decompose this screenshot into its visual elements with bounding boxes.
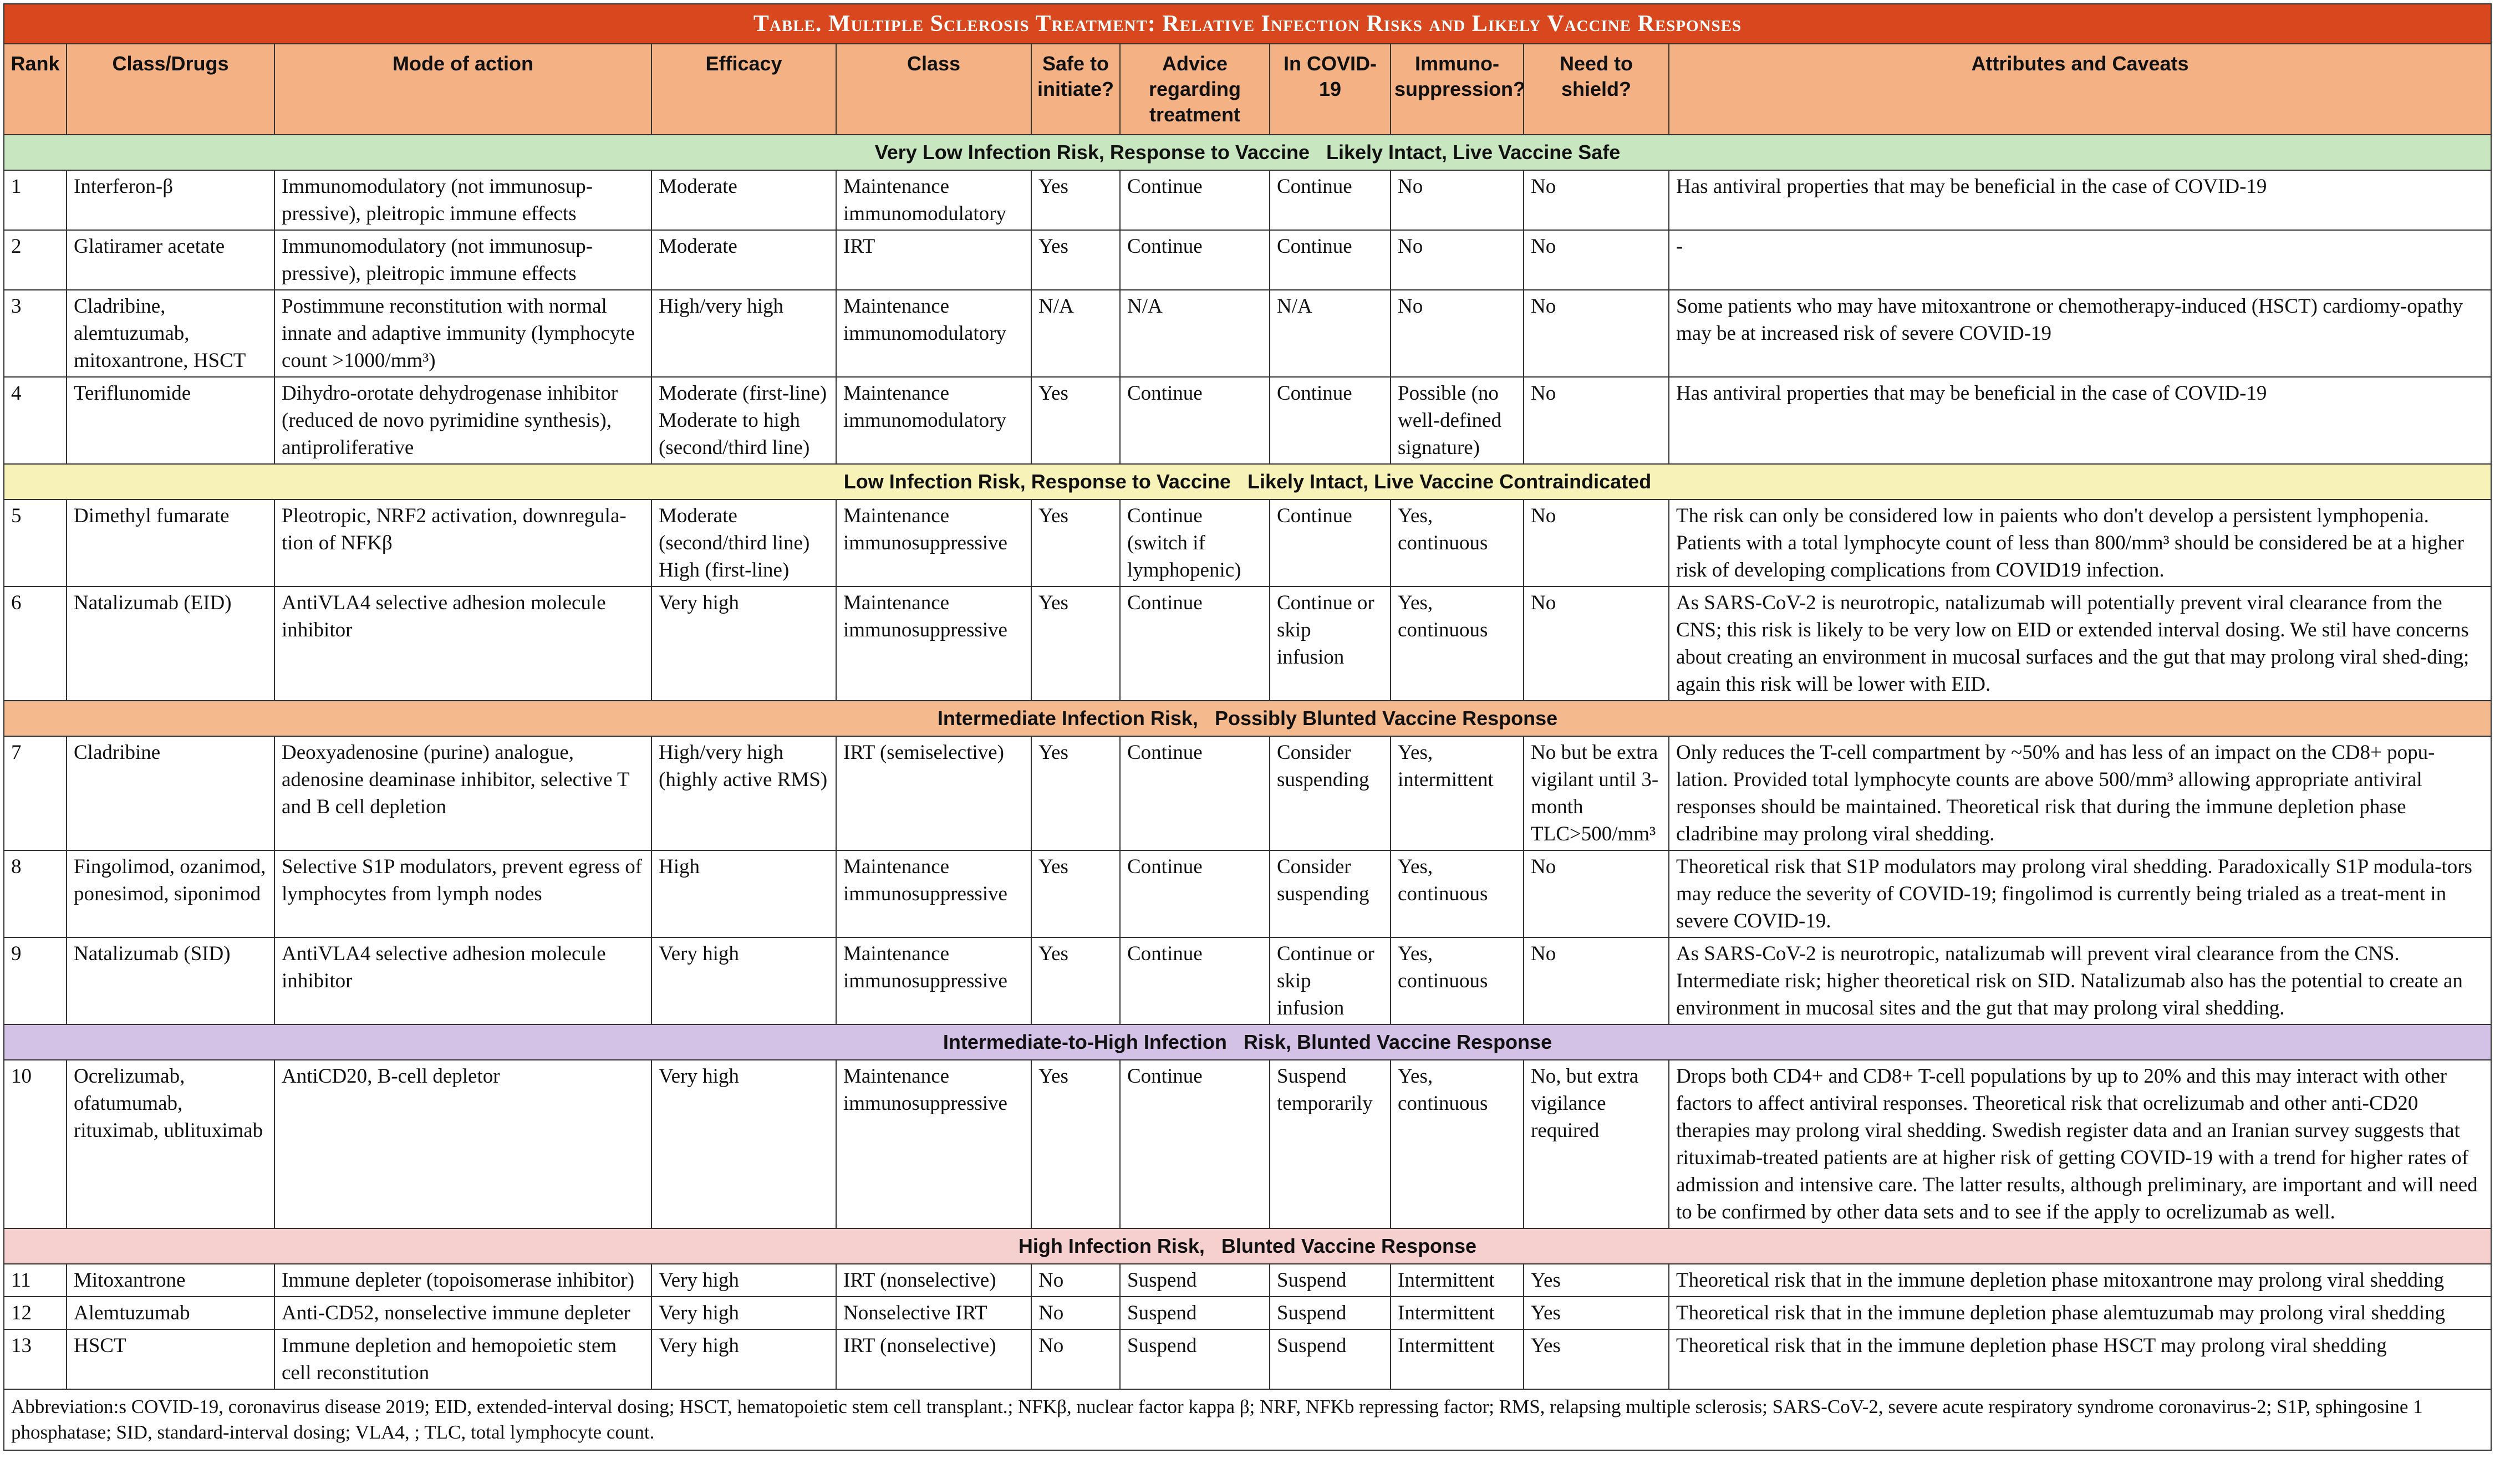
cell-need-to-shield: No (1524, 850, 1669, 937)
cell-immunosuppression: Intermittent (1391, 1264, 1524, 1297)
cell-immunosuppression: No (1391, 230, 1524, 290)
cell-safe-to-initiate: Yes (1031, 170, 1120, 230)
cell-in-covid: N/A (1270, 290, 1391, 377)
table-row (4, 850, 2491, 937)
cell-in-covid: Continue (1270, 170, 1391, 230)
cell-efficacy: High (651, 850, 836, 937)
table-row (4, 377, 2491, 464)
cell-class: Maintenance immunosuppressive (836, 499, 1031, 587)
header-row (4, 44, 2491, 135)
cell-need-to-shield: Yes (1524, 1297, 1669, 1329)
cell-advice: Continue (1120, 587, 1270, 701)
table-row (4, 499, 2491, 587)
cell-class-drugs: Cladribine (67, 736, 274, 850)
cell-safe-to-initiate: Yes (1031, 499, 1120, 587)
cell-efficacy: Very high (651, 1329, 836, 1389)
cell-class: Maintenance immunomodulatory (836, 290, 1031, 377)
cell-in-covid: Continue (1270, 377, 1391, 464)
cell-efficacy: Very high (651, 1060, 836, 1228)
cell-safe-to-initiate: Yes (1031, 1060, 1120, 1228)
header-efficacy: Efficacy (651, 44, 836, 135)
table-row (4, 1297, 2491, 1329)
cell-mode-of-action: Dihydro-orotate dehydrogenase inhibitor (reduced de novo pyrimidine synthesis), antiproliferative (274, 377, 651, 464)
cell-attributes-caveats: Some patients who may have mitoxantrone or chemotherapy-induced (HSCT) cardiomy-opathy may be at increased risk of severe COVID-19 (1669, 290, 2491, 377)
cell-class: Maintenance immunomodulatory (836, 377, 1031, 464)
table-row (4, 736, 2491, 850)
cell-advice: Continue (1120, 230, 1270, 290)
section-row (4, 135, 2491, 170)
cell-need-to-shield: No, but extra vigilance required (1524, 1060, 1669, 1228)
cell-rank: 12 (4, 1297, 67, 1329)
cell-attributes-caveats: As SARS-CoV-2 is neurotropic, natalizumab will prevent viral clearance from the CNS. Intermediate risk; higher theoretical risk on SID. Natalizumab also has the potential to create an environment in mucosal sites and the gut that may prolong viral shedding. (1669, 937, 2491, 1024)
cell-safe-to-initiate: Yes (1031, 736, 1120, 850)
cell-efficacy: Very high (651, 1297, 836, 1329)
cell-immunosuppression: Intermittent (1391, 1329, 1524, 1389)
cell-immunosuppression: Yes, continuous (1391, 850, 1524, 937)
cell-rank: 5 (4, 499, 67, 587)
cell-class: IRT (nonselective) (836, 1264, 1031, 1297)
cell-safe-to-initiate: N/A (1031, 290, 1120, 377)
cell-in-covid: Continue or skip infusion (1270, 587, 1391, 701)
header-class: Class (836, 44, 1031, 135)
cell-advice: N/A (1120, 290, 1270, 377)
header-mode-of-action: Mode of action (274, 44, 651, 135)
cell-advice: Suspend (1120, 1264, 1270, 1297)
cell-need-to-shield: No (1524, 290, 1669, 377)
cell-rank: 6 (4, 587, 67, 701)
cell-class: Maintenance immunosuppressive (836, 850, 1031, 937)
cell-attributes-caveats: Theoretical risk that in the immune depletion phase HSCT may prolong viral shedding (1669, 1329, 2491, 1389)
header-need-to-shield: Need to shield? (1524, 44, 1669, 135)
cell-efficacy: High/very high (651, 290, 836, 377)
section-row (4, 1024, 2491, 1060)
cell-attributes-caveats: Only reduces the T-cell compartment by ~50% and has less of an impact on the CD8+ popu-lation. Provided total lymphocyte counts are above 500/mm³ allowing appropriate antiviral responses should be maintained. Theoretical risk that during the immune depletion phase cladribine may prolong viral shedding. (1669, 736, 2491, 850)
cell-advice: Continue (1120, 377, 1270, 464)
cell-mode-of-action: AntiVLA4 selective adhesion molecule inhibitor (274, 937, 651, 1024)
cell-class: IRT (semiselective) (836, 736, 1031, 850)
cell-mode-of-action: Pleotropic, NRF2 activation, downregula-tion of NFKβ (274, 499, 651, 587)
cell-immunosuppression: No (1391, 290, 1524, 377)
cell-efficacy: Very high (651, 937, 836, 1024)
header-advice: Advice regarding treatment (1120, 44, 1270, 135)
cell-attributes-caveats: Drops both CD4+ and CD8+ T-cell populations by up to 20% and this may interact with other factors to affect antiviral responses. Theoretical risk that ocrelizumab and other anti-CD20 therapies may prolong viral shedding. Swedish register data and an Iranian survey suggests that rituximab-treated patients are at higher risk of getting COVID-19 with a trend for higher rates of admission and intensive care. The latter results, although preliminary, are important and will need to be confirmed by other data sets and to see if the apply to ocrelizumab as well. (1669, 1060, 2491, 1228)
cell-safe-to-initiate: No (1031, 1264, 1120, 1297)
cell-class-drugs: Alemtuzumab (67, 1297, 274, 1329)
cell-efficacy: Moderate (first-line) Moderate to high (second/third line) (651, 377, 836, 464)
section-row (4, 464, 2491, 499)
cell-class-drugs: Interferon-β (67, 170, 274, 230)
cell-immunosuppression: Intermittent (1391, 1297, 1524, 1329)
cell-need-to-shield: No but be extra vigilant until 3-month TLC>500/mm³ (1524, 736, 1669, 850)
cell-in-covid: Continue (1270, 230, 1391, 290)
cell-need-to-shield: No (1524, 377, 1669, 464)
header-in-covid: In COVID-19 (1270, 44, 1391, 135)
cell-safe-to-initiate: Yes (1031, 230, 1120, 290)
cell-safe-to-initiate: Yes (1031, 377, 1120, 464)
cell-mode-of-action: AntiCD20, B-cell depletor (274, 1060, 651, 1228)
cell-class: IRT (nonselective) (836, 1329, 1031, 1389)
cell-need-to-shield: No (1524, 499, 1669, 587)
cell-advice: Suspend (1120, 1297, 1270, 1329)
cell-in-covid: Consider suspending (1270, 850, 1391, 937)
cell-attributes-caveats: Has antiviral properties that may be beneficial in the case of COVID-19 (1669, 170, 2491, 230)
cell-advice: Continue (1120, 937, 1270, 1024)
table-row (4, 170, 2491, 230)
cell-mode-of-action: Immune depletion and hemopoietic stem cell reconstitution (274, 1329, 651, 1389)
cell-attributes-caveats: Theoretical risk that in the immune depletion phase mitoxantrone may prolong viral shedding (1669, 1264, 2491, 1297)
section-label: Low Infection Risk, Response to Vaccine Likely Intact, Live Vaccine Contraindicated (4, 464, 2491, 499)
cell-attributes-caveats: Has antiviral properties that may be beneficial in the case of COVID-19 (1669, 377, 2491, 464)
section-label: Intermediate Infection Risk, Possibly Blunted Vaccine Response (4, 701, 2491, 736)
footnote-row (4, 1389, 2491, 1450)
cell-class-drugs: Mitoxantrone (67, 1264, 274, 1297)
cell-immunosuppression: Yes, intermittent (1391, 736, 1524, 850)
cell-in-covid: Suspend (1270, 1329, 1391, 1389)
cell-advice: Suspend (1120, 1329, 1270, 1389)
cell-rank: 11 (4, 1264, 67, 1297)
cell-mode-of-action: Selective S1P modulators, prevent egress of lymphocytes from lymph nodes (274, 850, 651, 937)
cell-need-to-shield: Yes (1524, 1264, 1669, 1297)
header-attributes-caveats: Attributes and Caveats (1669, 44, 2491, 135)
cell-class-drugs: HSCT (67, 1329, 274, 1389)
cell-class: IRT (836, 230, 1031, 290)
cell-need-to-shield: No (1524, 937, 1669, 1024)
cell-class-drugs: Ocrelizumab, ofatumumab, rituximab, ublituximab (67, 1060, 274, 1228)
header-rank: Rank (4, 44, 67, 135)
section-row (4, 701, 2491, 736)
cell-attributes-caveats: As SARS-CoV-2 is neurotropic, natalizumab will potentially prevent viral clearance from the CNS; this risk is likely to be very low on EID or extended interval dosing. We stil have concerns about creating an environment in mucosal surfaces and the gut that may prolong viral shed-ding; again this risk will be lower with EID. (1669, 587, 2491, 701)
cell-class: Maintenance immunomodulatory (836, 170, 1031, 230)
cell-safe-to-initiate: Yes (1031, 850, 1120, 937)
cell-need-to-shield: Yes (1524, 1329, 1669, 1389)
table-row (4, 937, 2491, 1024)
section-row (4, 1228, 2491, 1264)
cell-mode-of-action: AntiVLA4 selective adhesion molecule inhibitor (274, 587, 651, 701)
cell-class-drugs: Natalizumab (SID) (67, 937, 274, 1024)
cell-class-drugs: Natalizumab (EID) (67, 587, 274, 701)
table-row (4, 587, 2491, 701)
cell-advice: Continue (1120, 170, 1270, 230)
section-label: High Infection Risk, Blunted Vaccine Response (4, 1228, 2491, 1264)
cell-mode-of-action: Immune depleter (topoisomerase inhibitor) (274, 1264, 651, 1297)
section-label: Intermediate-to-High Infection Risk, Blunted Vaccine Response (4, 1024, 2491, 1060)
cell-immunosuppression: Yes, continuous (1391, 937, 1524, 1024)
cell-immunosuppression: No (1391, 170, 1524, 230)
cell-class: Maintenance immunosuppressive (836, 587, 1031, 701)
footnote: Abbreviation:s COVID-19, coronavirus disease 2019; EID, extended-interval dosing; HSCT, hematopoietic stem cell transplant.; NFKβ, nuclear factor kappa β; NRF, NFKb repressing factor; RMS, relapsing multiple sclerosis; SARS-CoV-2, severe acute respiratory syndrome coronavirus-2; S1P, sphingosine 1 phosphatase; SID, standard-interval dosing; VLA4, ; TLC, total lymphocyte count. (4, 1389, 2491, 1450)
cell-in-covid: Consider suspending (1270, 736, 1391, 850)
cell-attributes-caveats: Theoretical risk that S1P modulators may prolong viral shedding. Paradoxically S1P modula-tors may reduce the severity of COVID-19; fingolimod is currently being trialed as a treat-ment in severe COVID-19. (1669, 850, 2491, 937)
table-row (4, 1264, 2491, 1297)
cell-in-covid: Continue or skip infusion (1270, 937, 1391, 1024)
cell-efficacy: Very high (651, 587, 836, 701)
cell-class-drugs: Fingolimod, ozanimod, ponesimod, siponimod (67, 850, 274, 937)
cell-advice: Continue (1120, 1060, 1270, 1228)
cell-safe-to-initiate: Yes (1031, 937, 1120, 1024)
cell-class-drugs: Glatiramer acetate (67, 230, 274, 290)
cell-safe-to-initiate: Yes (1031, 587, 1120, 701)
section-label: Very Low Infection Risk, Response to Vaccine Likely Intact, Live Vaccine Safe (4, 135, 2491, 170)
cell-class: Maintenance immunosuppressive (836, 937, 1031, 1024)
cell-class: Maintenance immunosuppressive (836, 1060, 1031, 1228)
cell-efficacy: Very high (651, 1264, 836, 1297)
header-safe-to-initiate: Safe to initiate? (1031, 44, 1120, 135)
cell-class-drugs: Cladribine, alemtuzumab, mitoxantrone, HSCT (67, 290, 274, 377)
cell-mode-of-action: Postimmune reconstitution with normal innate and adaptive immunity (lymphocyte count >1000/mm³) (274, 290, 651, 377)
cell-efficacy: Moderate (651, 230, 836, 290)
cell-attributes-caveats: Theoretical risk that in the immune depletion phase alemtuzumab may prolong viral shedding (1669, 1297, 2491, 1329)
cell-efficacy: High/very high (highly active RMS) (651, 736, 836, 850)
cell-need-to-shield: No (1524, 230, 1669, 290)
cell-mode-of-action: Immunomodulatory (not immunosup-pressive), pleitropic immune effects (274, 230, 651, 290)
table-row (4, 230, 2491, 290)
cell-rank: 13 (4, 1329, 67, 1389)
cell-rank: 3 (4, 290, 67, 377)
cell-safe-to-initiate: No (1031, 1329, 1120, 1389)
table-row (4, 1060, 2491, 1228)
cell-in-covid: Suspend (1270, 1264, 1391, 1297)
cell-in-covid: Suspend temporarily (1270, 1060, 1391, 1228)
cell-immunosuppression: Yes, continuous (1391, 499, 1524, 587)
cell-efficacy: Moderate (651, 170, 836, 230)
cell-advice: Continue (1120, 850, 1270, 937)
table-title: Table. Multiple Sclerosis Treatment: Relative Infection Risks and Likely Vaccine Responses (4, 4, 2491, 44)
cell-need-to-shield: No (1524, 587, 1669, 701)
table-row (4, 290, 2491, 377)
header-immunosuppression: Immuno-suppression? (1391, 44, 1524, 135)
cell-mode-of-action: Immunomodulatory (not immunosup-pressive), pleitropic immune effects (274, 170, 651, 230)
cell-immunosuppression: Yes, continuous (1391, 1060, 1524, 1228)
cell-rank: 2 (4, 230, 67, 290)
cell-rank: 8 (4, 850, 67, 937)
cell-efficacy: Moderate (second/third line) High (first-line) (651, 499, 836, 587)
table-row (4, 1329, 2491, 1389)
cell-mode-of-action: Anti-CD52, nonselective immune depleter (274, 1297, 651, 1329)
ms-treatment-table (3, 3, 2492, 1451)
cell-attributes-caveats: The risk can only be considered low in paients who don't develop a persistent lymphopenia. Patients with a total lymphocyte count of less than 800/mm³ should be considered be at a higher risk of developing complications from COVID19 infection. (1669, 499, 2491, 587)
cell-rank: 10 (4, 1060, 67, 1228)
cell-rank: 7 (4, 736, 67, 850)
header-class-drugs: Class/Drugs (67, 44, 274, 135)
cell-safe-to-initiate: No (1031, 1297, 1120, 1329)
cell-mode-of-action: Deoxyadenosine (purine) analogue, adenosine deaminase inhibitor, selective T and B cell depletion (274, 736, 651, 850)
cell-rank: 1 (4, 170, 67, 230)
cell-immunosuppression: Possible (no well-defined signature) (1391, 377, 1524, 464)
cell-class-drugs: Teriflunomide (67, 377, 274, 464)
cell-rank: 4 (4, 377, 67, 464)
cell-class-drugs: Dimethyl fumarate (67, 499, 274, 587)
title-row (4, 4, 2491, 44)
cell-in-covid: Suspend (1270, 1297, 1391, 1329)
cell-immunosuppression: Yes, continuous (1391, 587, 1524, 701)
cell-advice: Continue (switch if lymphopenic) (1120, 499, 1270, 587)
cell-advice: Continue (1120, 736, 1270, 850)
cell-need-to-shield: No (1524, 170, 1669, 230)
cell-rank: 9 (4, 937, 67, 1024)
cell-attributes-caveats: - (1669, 230, 2491, 290)
cell-class: Nonselective IRT (836, 1297, 1031, 1329)
cell-in-covid: Continue (1270, 499, 1391, 587)
